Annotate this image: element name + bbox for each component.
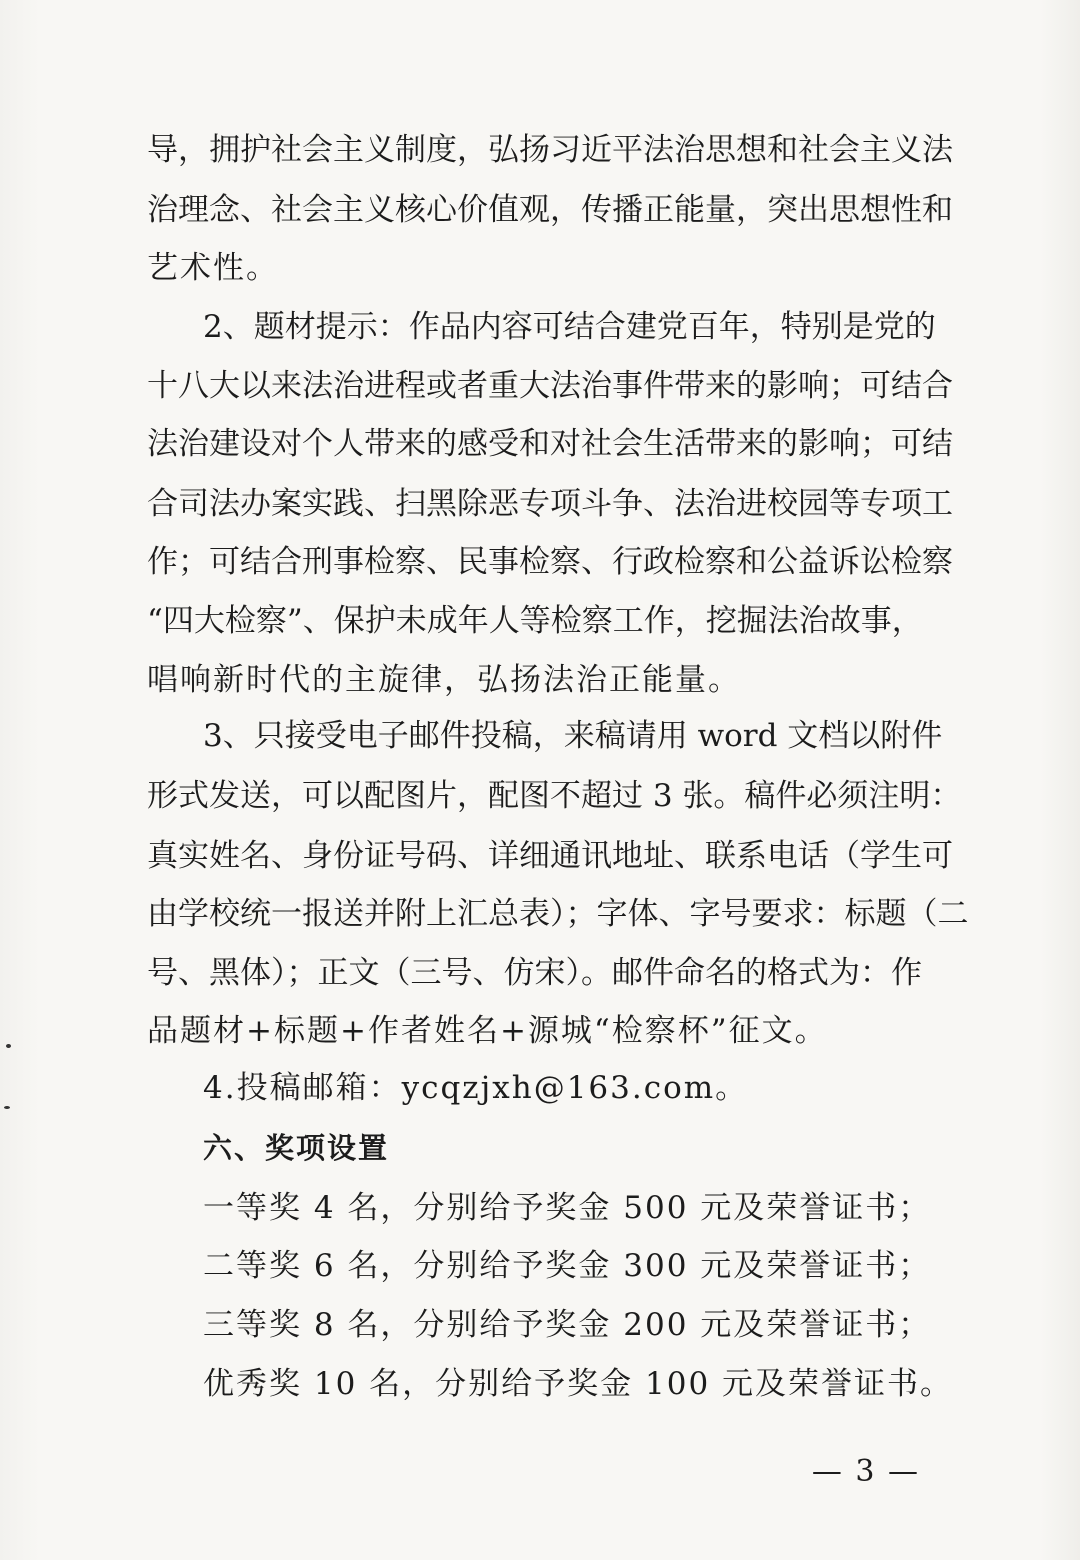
award-first-prize: 一等奖 4 名，分别给予奖金 500 元及荣誉证书； — [203, 1190, 932, 1226]
award-third-prize: 三等奖 8 名，分别给予奖金 200 元及荣誉证书； — [203, 1307, 932, 1343]
paragraph-3-line-4: 由学校统一报送并附上汇总表）；字体、字号要求：标题（二 — [147, 896, 969, 932]
paragraph-3-line-1: 3、只接受电子邮件投稿，来稿请用 word 文档以附件 — [203, 718, 943, 754]
paragraph-2-line-5: 作；可结合刑事检察、民事检察、行政检察和公益诉讼检察 — [147, 544, 953, 580]
paragraph-3-line-3: 真实姓名、身份证号码、详细通讯地址、联系电话（学生可 — [147, 838, 953, 874]
paragraph-3-line-6: 品题材+标题+作者姓名+源城“检察杯”征文。 — [147, 1013, 828, 1049]
section-6-heading: 六、奖项设置 — [203, 1131, 390, 1165]
award-excellence-prize: 优秀奖 10 名，分别给予奖金 100 元及荣誉证书。 — [203, 1366, 954, 1402]
paragraph-1-line-1: 导，拥护社会主义制度，弘扬习近平法治思想和社会主义法 — [147, 132, 953, 168]
paragraph-2-line-6: “四大检察”、保护未成年人等检察工作，挖掘法治故事， — [147, 603, 923, 639]
paragraph-2-line-1: 2、题材提示：作品内容可结合建党百年，特别是党的 — [203, 309, 936, 345]
paragraph-3-line-2: 形式发送，可以配图片，配图不超过 3 张。稿件必须注明： — [147, 778, 962, 814]
paragraph-2-line-2: 十八大以来法治进程或者重大法治事件带来的影响；可结合 — [147, 368, 953, 404]
paragraph-2-line-4: 合司法办案实践、扫黑除恶专项斗争、法治进校园等专项工 — [147, 486, 953, 522]
scan-speck — [4, 1106, 10, 1109]
page-number: — 3 — — [811, 1454, 920, 1489]
paragraph-1-line-3: 艺术性。 — [147, 250, 279, 286]
award-second-prize: 二等奖 6 名，分别给予奖金 300 元及荣誉证书； — [203, 1248, 932, 1284]
scan-speck — [6, 1044, 11, 1048]
paragraph-2-line-3: 法治建设对个人带来的感受和对社会生活带来的影响；可结 — [147, 426, 953, 462]
paragraph-1-line-2: 治理念、社会主义核心价值观，传播正能量，突出思想性和 — [147, 192, 953, 228]
paragraph-2-line-7: 唱响新时代的主旋律，弘扬法治正能量。 — [147, 662, 741, 698]
submission-email-line: 4.投稿邮箱：ycqzjxh@163.com。 — [203, 1070, 749, 1106]
paragraph-3-line-5: 号、黑体）；正文（三号、仿宋）。邮件命名的格式为：作 — [147, 955, 922, 991]
